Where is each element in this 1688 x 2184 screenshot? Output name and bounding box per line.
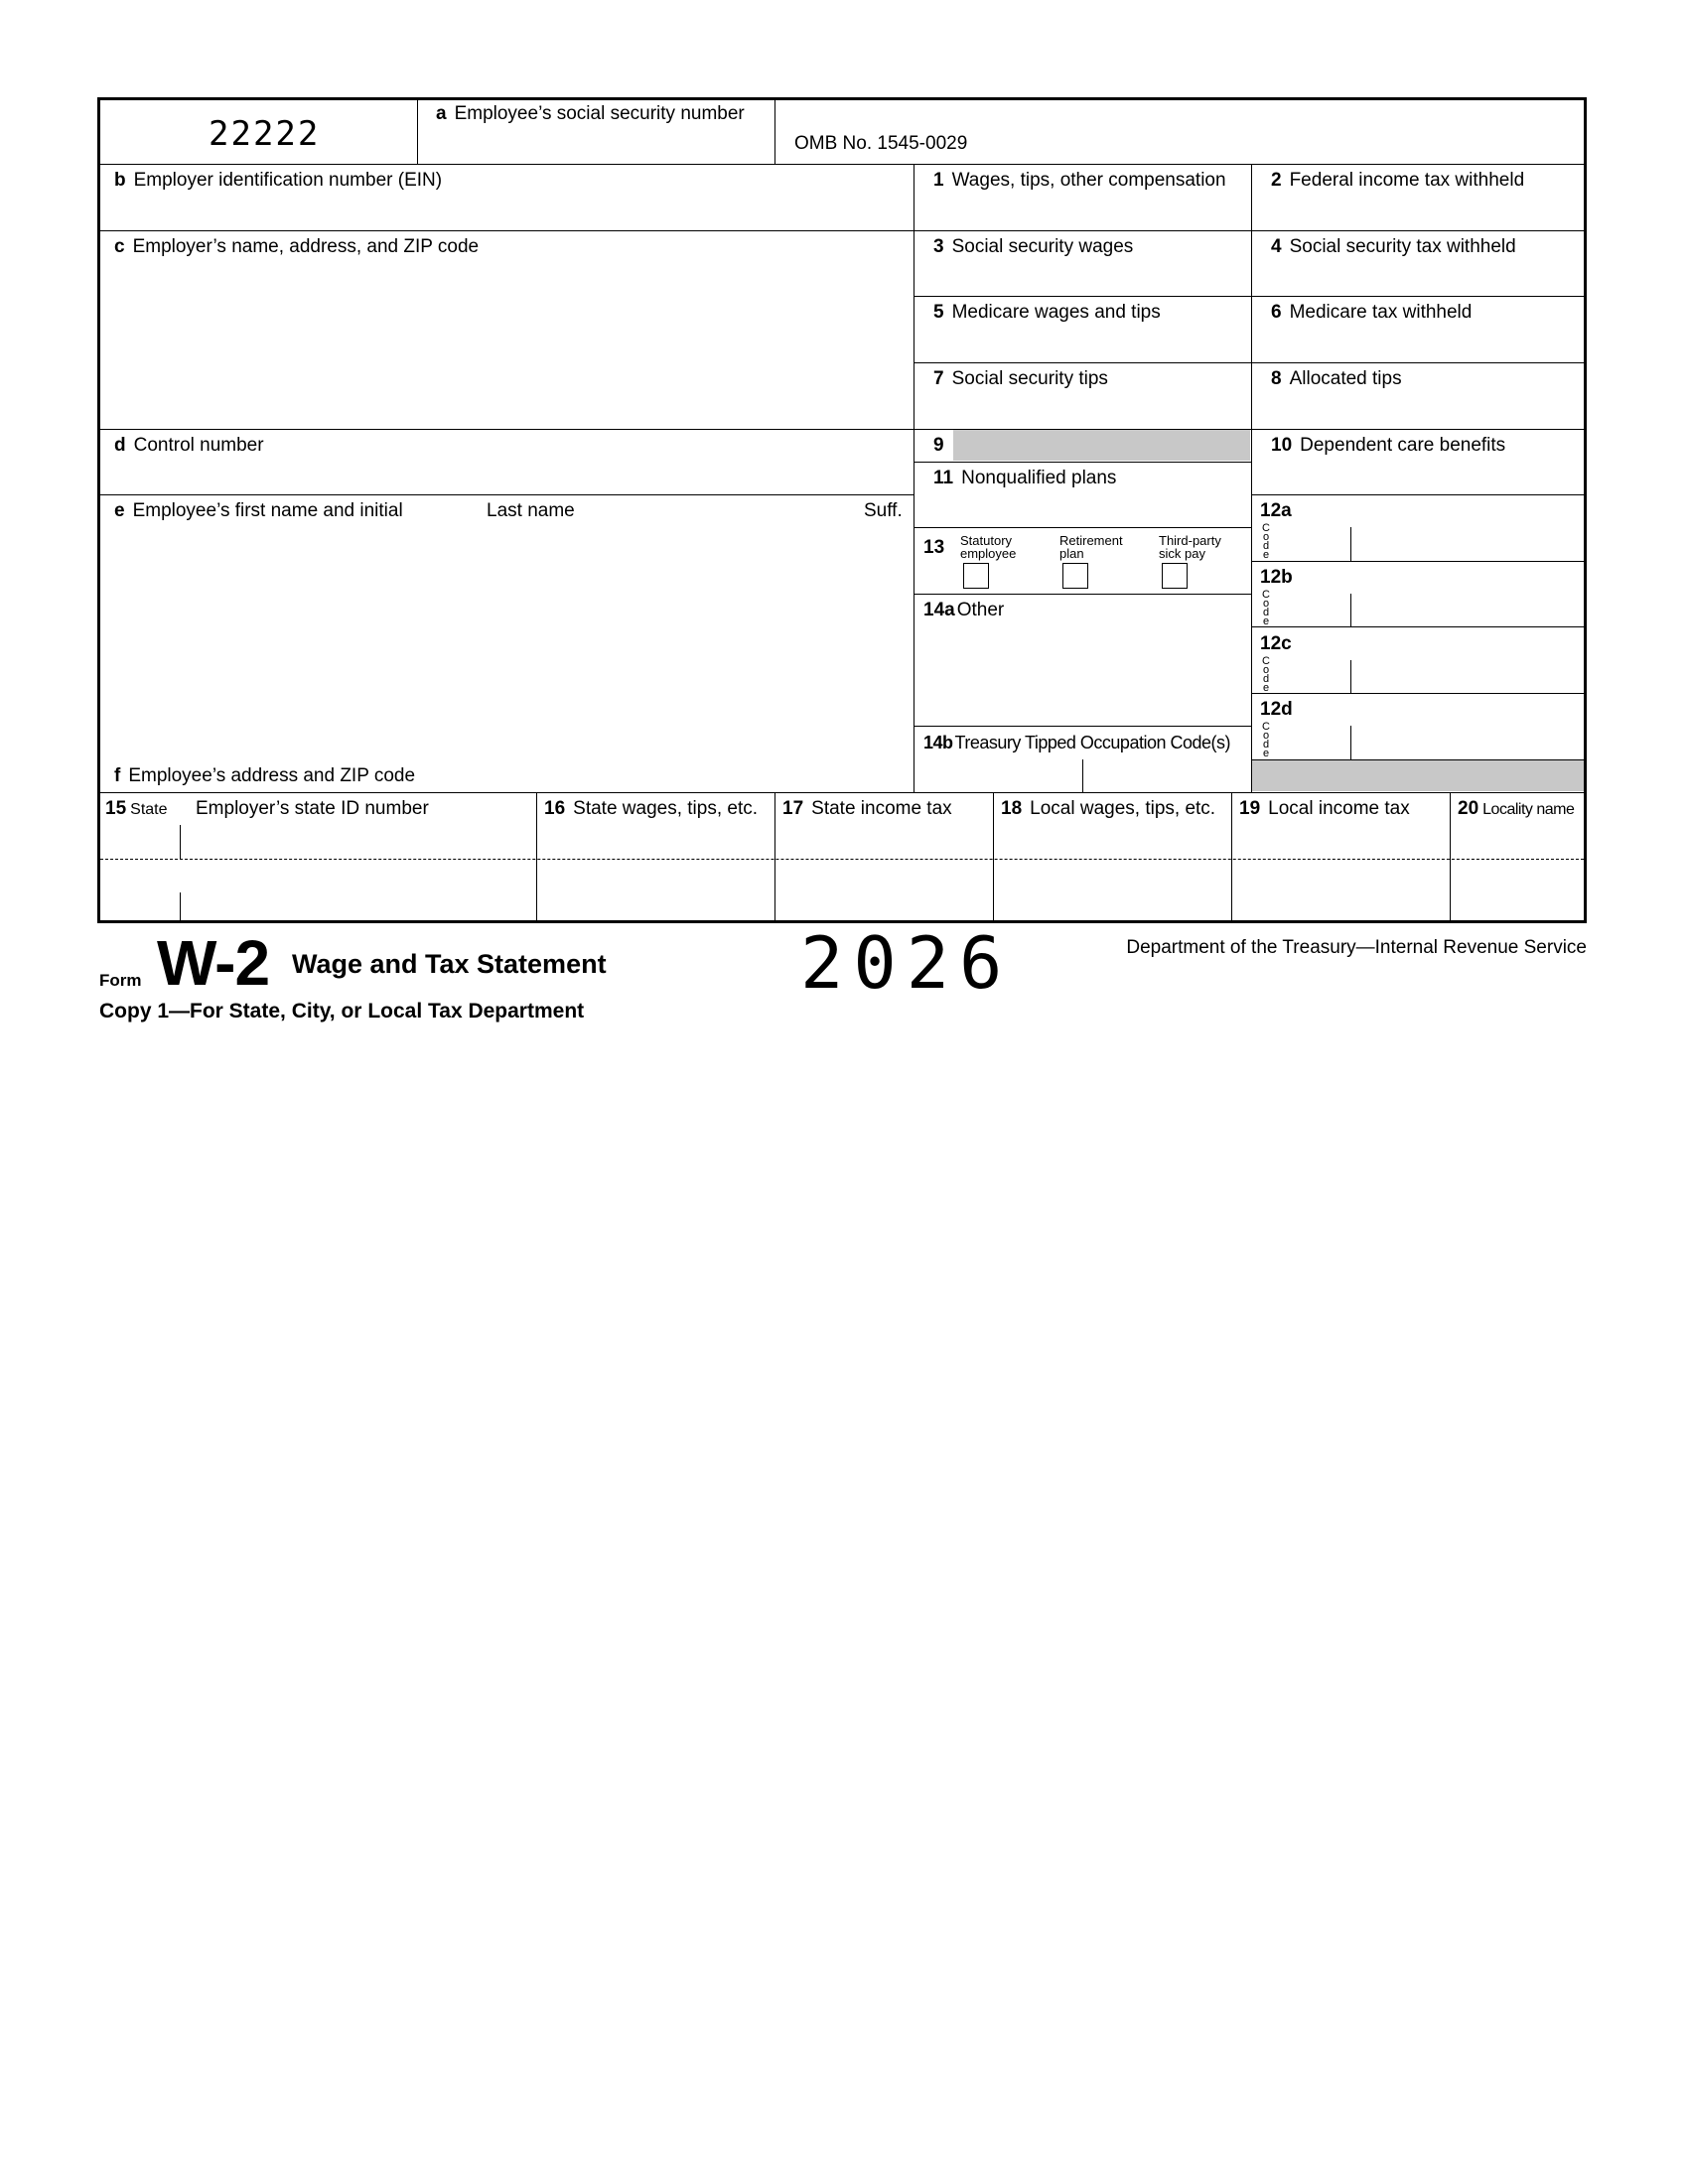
box-13-label: 13 [923, 537, 945, 558]
box-9-shaded [953, 430, 1250, 461]
box-b-label: b Employer identification number (EIN) [114, 170, 443, 191]
box-e-last-name: Last name [487, 500, 575, 521]
box-12b-label: 12b [1260, 567, 1293, 588]
omb-number: OMB No. 1545-0029 [794, 133, 968, 154]
box-11-label: 11 Nonqualified plans [933, 468, 1117, 488]
form-control-code: 22222 [209, 114, 321, 154]
w2-form [97, 97, 1587, 923]
box-10-label: 10 Dependent care benefits [1271, 435, 1506, 456]
box-12c-label: 12c [1260, 633, 1292, 654]
box-f-label: f Employee’s address and ZIP code [114, 765, 416, 786]
footer-form-name: W-2 [157, 927, 270, 999]
box-a-label: a Employee’s social security number [436, 103, 745, 124]
statutory-employee-checkbox[interactable] [963, 563, 989, 589]
footer-form-word: Form [99, 971, 142, 990]
retirement-plan-checkbox[interactable] [1062, 563, 1088, 589]
box-13-statutory-label: Statutory employee [960, 533, 1017, 561]
box-15-state-id-label: Employer’s state ID number [196, 798, 429, 819]
box-8-label: 8 Allocated tips [1271, 368, 1402, 389]
box-15-label: 15 State [105, 798, 168, 819]
box-e-suffix: Suff. [864, 500, 903, 521]
box-1-label: 1 Wages, tips, other compensation [933, 170, 1226, 191]
box-16-label: 16 State wages, tips, etc. [544, 798, 759, 819]
box-d-label: d Control number [114, 435, 264, 456]
box-18-label: 18 Local wages, tips, etc. [1001, 798, 1216, 819]
box-e-label: e Employee’s first name and initial [114, 500, 403, 521]
box-17-label: 17 State income tax [782, 798, 952, 819]
box-12a-code: C o d e [1262, 522, 1270, 561]
box-20-label: 20 Locality name [1458, 798, 1575, 819]
box-12c-code: C o d e [1262, 655, 1270, 694]
third-party-sick-pay-checkbox[interactable] [1162, 563, 1188, 589]
box-13-thirdparty-label: Third-party sick pay [1159, 533, 1221, 561]
box-14b-label: 14b Treasury Tipped Occupation Code(s) [923, 733, 1230, 752]
box-6-label: 6 Medicare tax withheld [1271, 302, 1473, 323]
box-9-label: 9 [933, 435, 944, 456]
box-5-label: 5 Medicare wages and tips [933, 302, 1161, 323]
box-12d-label: 12d [1260, 699, 1293, 720]
box-13-retirement-label: Retirement plan [1059, 533, 1123, 561]
footer-copy-designation: Copy 1—For State, City, or Local Tax Department [99, 1000, 585, 1023]
box-12a-label: 12a [1260, 500, 1292, 521]
footer-department: Department of the Treasury—Internal Revenue Service [1126, 937, 1587, 958]
box-12b-code: C o d e [1262, 589, 1270, 627]
box-c-label: c Employer’s name, address, and ZIP code [114, 236, 480, 257]
box-2-label: 2 Federal income tax withheld [1271, 170, 1525, 191]
box-3-label: 3 Social security wages [933, 236, 1134, 257]
box-19-label: 19 Local income tax [1239, 798, 1410, 819]
box-7-label: 7 Social security tips [933, 368, 1108, 389]
box-12d-code: C o d e [1262, 721, 1270, 759]
box-12-footer-shaded [1252, 760, 1584, 791]
footer-form-title: Wage and Tax Statement [292, 949, 607, 979]
footer-tax-year: 2026 [800, 921, 1013, 1005]
box-4-label: 4 Social security tax withheld [1271, 236, 1516, 257]
box-14a-label: 14a Other [923, 600, 1005, 620]
